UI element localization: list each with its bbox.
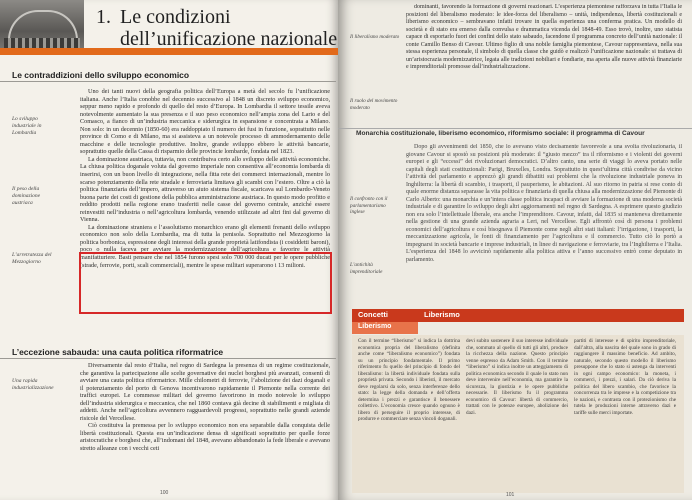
right-top-text bbox=[406, 4, 682, 126]
paragraph: dominanti, favorendo la formazione di governi reazionari. L’esperienza piemontese rafforzava in tutta l’Italia le posizioni del liberalismo moderato: le idee-forza del liberalismo – unità, indipendenza, libertà costituzionali e liberismo economico – sembravano infatti trovare in quella esperienza una conferma pratica. Un modello di società e di stato era emerso dalla convulsa e drammatica vicenda del 1848-49. Esso trovò, inoltre, uno statista capace di esportarlo fuori dei confini dello stato sabaudo, facendone il programma concreto dell’unità nazionale: il conte Camillo Benso di Cavour. Ultimo figlio di una nobile famiglia piemontese, Cavour rappresentava, nella sua stessa esperienza personale, il simbolo di quella classe che guidò e realizzò l’unificazione nazionale: si trattava di un’aristocrazia modernizzatrice, legata alle tradizioni nobiliari e fondiarie, ma aperta alle nuove attività finanziarie e imprenditoriali promosse dall’industrializzazione. bbox=[406, 4, 682, 70]
margin-note: Il ruolo del movimento moderato bbox=[350, 98, 398, 111]
margin-note: L’arretratezza del Mezzogiorno bbox=[12, 252, 52, 265]
paragraph: La dominazione straniera e l’assolutismo monarchico erano gli elementi frenanti dello sviluppo economico non solo della Lombardia, ma di tutta la penisola. Soprattutto nel Mezzogiorno la politica borbonica, espressione degli interessi della grande proprietà latifondista (i cosiddetti baroni), poco o nulla faceva per avviare la modernizzazione dell’agricoltura e favorire le attività manifatturiere. Basti pensare che nel 1854 furono spesi solo 700 000 ducati per le opere pubbliche (strade, ferrovie, porti, scali commerciali), mentre le spese militari superarono i 13 milioni. bbox=[80, 223, 330, 269]
paragraph: Diversamente dal resto d’Italia, nel regno di Sardegna la presenza di un regime costituzionale, che garantiva la partecipazione alle scelte governative dei nuclei borghesi più avanzati, consentì di avviare una cauta politica riformatrice. Mille chilometri di ferrovie, l’abolizione dei dazi doganali e il potenziamento del porto di Genova incentivarono rapidamente il Piemonte nella corrente dei traffici europei. Le commesse militari del governo favorirono in modo notevole lo sviluppo dell’industria siderurgica e meccanica, che nel 1860 contava già decine di stabilimenti e migliaia di addetti. Anche nell’agricoltura avvennero ragguardevoli progressi, soprattutto nelle grandi aziende risicole del Vercellese. bbox=[80, 362, 330, 422]
margin-note: Il confronto con il parlamentarismo inglese bbox=[350, 196, 388, 216]
paragraph: Dopo gli avvenimenti del 1850, che lo avevano visto decisamente favorevole a una svolta rivoluzionaria, il giovane Cavour si spostò su posizioni più moderate: il “giusto mezzo” tra il riformismo e i violenti dei governi europei e gli “eccessi” dei rivoluzionari democratici. D’altro canto, una serie di viaggi lo aveva portato nelle capitali degli stati costituzionali: Parigi, Bruxelles, Londra. Soprattutto in quest’ultima città condivise da vicino l’attività del parlamento e apprezzò gli grandi dibattiti sui problemi che la rivoluzione industriale poneva in Inghilterra: la libertà di scambio, i trasporti, il pauperismo, le abitazioni. Al suo ritorno in patria si rese conto di quale enorme distanza separasse la vita politica e finanziaria di quella chiusa alla modernizzazione del Piemonte di Carlo Alberto: una monarchia e un’intera classe politica incapaci di avviare la formazione di una moderna società industriale e di garantire lo sviluppo degli altri aggiornamenti nel regno di Sardegna. A esprimere questo giudizio non era solo l’intellettuale liberale, era anche l’imprenditore. Cavour, infatti, dal 1835 si manteneva direttamente nella gestione di una grande azienda agraria a Leri, nel Vercellese. Egli affrontò così di persona i problemi economici dell’agricoltura e così bisognava il Piemonte come negli altri stati italiani: l’irrigazione, i trasporti, la meccanizzazione agricola, le fonti di finanziamento per l’agricoltura e il commercio. Tutto ciò lo portò a impegnarsi in società bancarie e imprese industriali, in linee di navigazione e ferroviarie, tra l’Inghilterra e l’Italia. L’esperienza del 1848 lo avvicinò rapidamente alla politica attiva e l’anno successivo entrò come deputato in parlamento. bbox=[406, 144, 682, 263]
chapter-title-line2: dell’unificazione nazionale bbox=[120, 28, 338, 50]
section-title-3: Monarchia costituzionale, liberismo economico, riformismo sociale: il programma di Cavour bbox=[356, 130, 645, 137]
concept-box-label: Concetti bbox=[358, 310, 388, 319]
page-number-left: 100 bbox=[160, 490, 169, 496]
paragraph: La dominazione austriaca, tuttavia, non contribuiva certo allo sviluppo delle attività economiche. La chiusa politica doganale voluta dal governo imperiale non consentiva all’economia lombarda di inserirsi, con un buon livello di integrazione, nella fitta rete dei commerci internazionali, mentre lo scarso potenziamento della rete stradale e ferroviaria limitava gli scambi con l’estero. Oltre a ciò la politica finanziaria dell’impero, attraverso un aiuto sistema fiscale, scaricava sul Lombardo-Veneto buona parte dei costi di gestione della pubblica amministrazione austriaca. In questo modo profitto e reddito prodotti nella regione erano trasferiti nelle casse del governo centrale, anziché essere reinvestiti nell’industria o nell’agricoltura lombarda, venendo utilizzate ad altri fini dal governo di Vienna. bbox=[80, 155, 330, 224]
chapter-title-line1: Le condizioni bbox=[120, 6, 231, 28]
body-text-section-1 bbox=[80, 88, 330, 269]
left-page bbox=[0, 0, 338, 500]
section-divider-2 bbox=[0, 358, 336, 359]
margin-note: Il peso della dominazione austriaca bbox=[12, 186, 41, 206]
concept-box-header bbox=[352, 309, 684, 322]
paragraph: Ciò costituiva la premessa per lo sviluppo economico non era separabile dalla conquista delle libertà costituzionali. Questa era un’indicazione densa di significati soprattutto per quelle forze aristocratiche e borghesi che, all’indomani del 1848, avevano abbandonato la fede liberale e avevano stretto alleanze con i vecchi ceti bbox=[80, 422, 330, 453]
paragraph: Uno dei tanti nuovi della geografia politica dell’Europa a metà del secolo fu l’unificazione italiana. Anche l’Italia conobbe nel decennio successivo al 1848 un discreto sviluppo economico, seppur meno rapido e profondo di quello del resto d’Europa. In Lombardia il settore tessile aveva notevolmente aumentato la sua presenza e il suo peso economico nell’ampia zona del Lario e del Comasco, a fianco di un’industria meccanica e siderurgica in espansione e concentrata a Milano. Non solo: in un decennio (1850-60) era raddoppiato il numero dei fusi in funzione, soprattutto nelle province di Como e di Milano, ma si assisteva a un notevole processo di ammodernamento delle macchine e delle tecnologie produttive. Inoltre, grande sviluppo ebbero le attività bancarie, soprattutto quelle della Cassa di risparmio delle provincie lombarde, fondata nel 1823. bbox=[80, 88, 330, 156]
concept-column: Con il termine “liberismo” si indica la dottrina economica propria del liberalismo (definita anche come “liberalismo economico”) fondata su un principio fondamentale. Il primo riferimento fu quello del principio di fondo del liberalismo: la libertà individuale fondata sulla proprietà privata. Secondo i liberisti, il mercato deve regolarsi da solo, senza interferenze dello stato: la legge della domanda e dell’offerta determina i prezzi e garantisce il benessere collettivo. L’economia cresce quando ognuno è libero di perseguire il proprio interesse, di produrre e commerciare senza vincoli doganali. bbox=[358, 338, 460, 422]
concept-column: devi subito sostenere il suo interesse individuale che, sommato al quello di tutti gli altri, produce la ricchezza della nazione. Questo principio venne espresso da Adam Smith. Con il termine “liberismo” si indica inoltre un atteggiamento di politica economica secondo il quale lo stato non deve intervenire nell’economia, ma garantire la sicurezza, la giustizia e le opere pubbliche necessarie. Il liberismo fu il programma economico di Cavour: libertà di commercio, trattati con le potenze europee, abolizione dei dazi. bbox=[466, 338, 568, 416]
highlight-box bbox=[79, 252, 332, 314]
right-section-text bbox=[406, 144, 682, 302]
margin-note: Lo sviluppo industriale in Lombardia bbox=[12, 116, 42, 136]
concept-column: partiti di interesse e di spirito imprenditoriale, dall’altra, alla nascita del quale sono in grado di raggiungere il massimo beneficio. Ad ambito, naturale, secondo questo modello il liberismo presuppone che lo stato si astenga da interventi in ogni campo economico: la moneta, i commerci, i prezzi, i salari. Da ciò deriva la politica del libero scambio, che favorisce la concorrenza tra le imprese e la competizione tra le nazioni, e contrasta con il protezionismo che tutela le produzioni interne attraverso dazi e tariffe sulle merci importate. bbox=[574, 338, 676, 416]
section-divider-1 bbox=[0, 81, 336, 82]
page-number-right: 101 bbox=[506, 492, 515, 498]
chapter-photo bbox=[0, 0, 84, 52]
concept-box-title: Liberismo bbox=[424, 310, 460, 319]
section-title-2: L’eccezione sabauda: una cauta politica riformatrice bbox=[12, 347, 224, 357]
chapter-number: 1. bbox=[96, 6, 111, 28]
margin-note: L’antichità imprenditoriale bbox=[350, 262, 383, 275]
body-text-section-2 bbox=[80, 362, 330, 488]
margin-note: Una rapida industrializzazione bbox=[12, 378, 54, 391]
right-page bbox=[338, 0, 692, 500]
concept-box-sublabel: Liberismo bbox=[358, 323, 392, 330]
section-title-1: Le contraddizioni dello sviluppo economico bbox=[12, 70, 190, 80]
concept-box-subheader bbox=[352, 322, 418, 334]
photo-crowd bbox=[4, 38, 80, 48]
margin-note: Il liberalismo moderato bbox=[350, 34, 400, 40]
section-title-3-bar bbox=[338, 128, 692, 139]
